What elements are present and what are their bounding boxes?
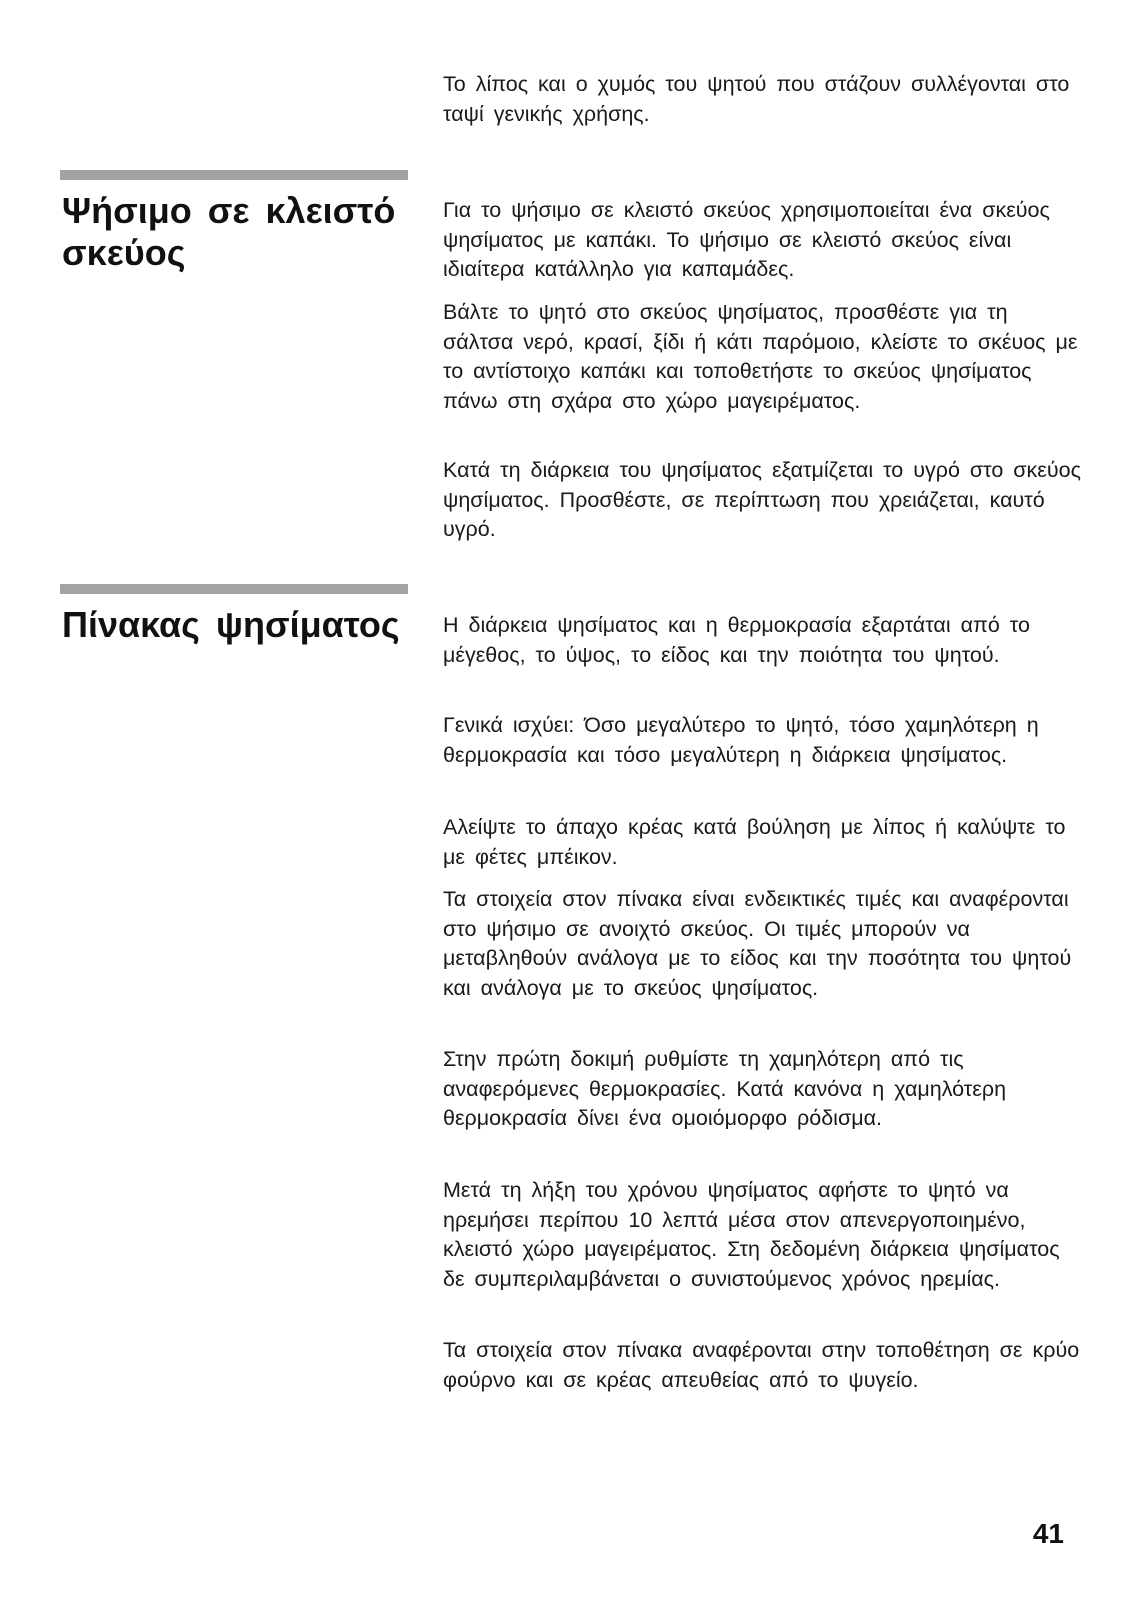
table-paragraph-4: Τα στοιχεία στον πίνακα είναι ενδεικτικές τιμές και αναφέρονται στο ψήσιμο σε ανοιχτό σκεύος. Οι τιμές μπορούν να μεταβληθούν ανάλογα με το είδος και την ποσότητα του ψητού και ανάλογα με το σκεύος ψησίματος. (443, 887, 1072, 1000)
table-paragraph-1: Η διάρκεια ψησίματος και η θερμοκρασία εξαρτάται από το μέγεθος, το ύψος, το είδος και την ποιότητα του ψητού. (443, 613, 1030, 667)
page-number: 41 (1032, 1518, 1064, 1549)
table-paragraph-7: Τα στοιχεία στον πίνακα αναφέρονται στην τοποθέτηση σε κρύο φούρνο και σε κρέας απευθείας από το ψυγείο. (443, 1338, 1080, 1392)
section-divider-table (60, 584, 408, 594)
section-divider-closed (60, 170, 408, 180)
heading-closed-cookware: Ψήσιμο σε κλειστό σκεύος (62, 190, 396, 273)
closed-paragraph-3: Κατά τη διάρκεια του ψησίματος εξατμίζεται το υγρό στο σκεύος ψησίματος. Προσθέστε, σε περίπτωση που χρειάζεται, καυτό υγρό. (443, 458, 1081, 541)
table-paragraph-3: Αλείψτε το άπαχο κρέας κατά βούληση με λίπος ή καλύψτε το με φέτες μπέικον. (443, 815, 1066, 869)
heading-roasting-table: Πίνακας ψησίματος (62, 604, 400, 645)
closed-paragraph-1: Για το ψήσιμο σε κλειστό σκεύος χρησιμοποιείται ένα σκεύος ψησίματος με καπάκι. Το ψήσιμο σε κλειστό σκεύος είναι ιδιαίτερα κατάλληλο για καπαμάδες. (443, 198, 1050, 281)
intro-paragraph: Το λίπος και ο χυμός του ψητού που στάζουν συλλέγονται στο ταψί γενικής χρήσης. (443, 72, 1070, 126)
table-paragraph-6: Μετά τη λήξη του χρόνου ψησίματος αφήστε το ψητό να ηρεμήσει περίπου 10 λεπτά μέσα στον απενεργοποιημένο, κλειστό χώρο μαγειρέματος. Στη δεδομένη διάρκεια ψησίματος δε συμπεριλαμβάνεται ο συνιστούμενος χρόνος ηρεμίας. (443, 1178, 1060, 1291)
table-paragraph-5: Στην πρώτη δοκιμή ρυθμίστε τη χαμηλότερη από τις αναφερόμενες θερμοκρασίες. Κατά κανόνα η χαμηλότερη θερμοκρασία δίνει ένα ομοιόμορφο ρόδισμα. (443, 1047, 1007, 1130)
closed-paragraph-2: Βάλτε το ψητό στο σκεύος ψησίματος, προσθέστε για τη σάλτσα νερό, κρασί, ξίδι ή κάτι παρόμοιο, κλείστε το σκέυος με το αντίστοιχο καπάκι και τοποθετήστε το σκεύος ψησίματος πάνω στη σχάρα στο χώρο μαγειρέματος. (443, 300, 1078, 413)
table-paragraph-2: Γενικά ισχύει: Όσο μεγαλύτερο το ψητό, τόσο χαμηλότερη η θερμοκρασία και τόσο μεγαλύτερη η διάρκεια ψησίματος. (443, 713, 1039, 767)
